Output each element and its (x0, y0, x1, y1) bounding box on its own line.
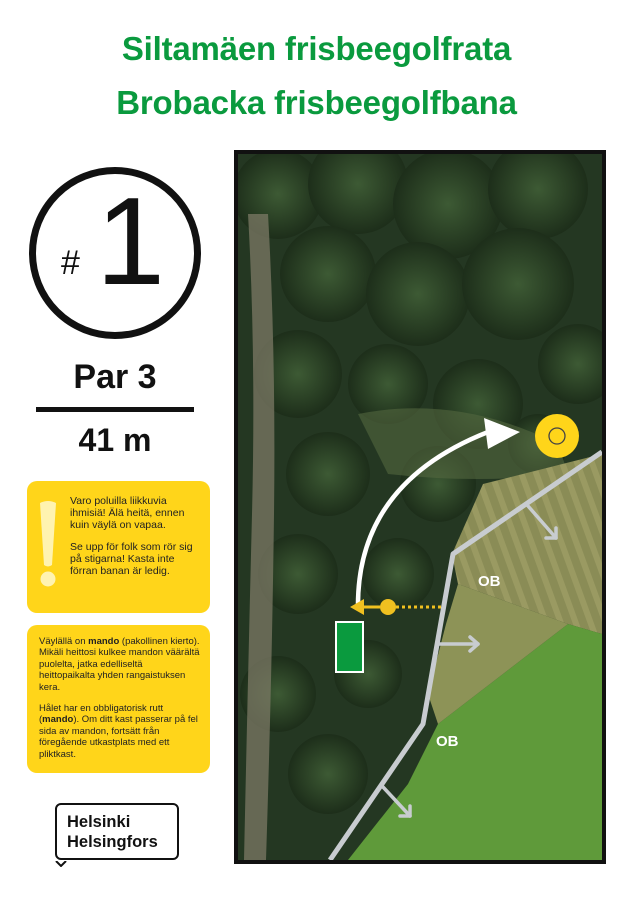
helsinki-logo (55, 803, 179, 860)
exclamation-icon (37, 499, 59, 589)
hole-par: Par 3 (73, 358, 157, 396)
hole-number: 1 (96, 173, 165, 311)
basket-icon (535, 414, 579, 458)
mando-info-sv: Hålet har en obbligatorisk rutt (mando). Om ditt kast passerar på fel sida av mandon, fortsätt från föregående utkastplats med ett pliktkast. (39, 703, 198, 760)
hole-map (234, 150, 606, 864)
aerial-map (238, 154, 602, 860)
logo-line-2: Helsingfors (67, 833, 158, 851)
tee-pad (336, 622, 363, 672)
course-title-fi: Siltamäen frisbeegolfrata (121, 30, 512, 67)
warning-text-fi: Varo poluilla liikkuvia ihmisiä! Älä heitä, ennen kuin väylä on vapaa. (70, 495, 185, 531)
logo-speech-notch (55, 861, 67, 867)
mando-info-box (27, 625, 210, 773)
par-divider (36, 407, 194, 412)
hole-number-badge (29, 167, 201, 339)
mando-info-fi: Väylällä on mando (pakollinen kierto). Mikäli heittosi kulkee mandon väärältä puolelta, jatka edelliseltä heittopaikalta yhden rangaistuksen kera. (39, 636, 200, 693)
ob-label-lower: OB (436, 733, 459, 750)
course-title-sv: Brobacka frisbeegolfbana (116, 84, 517, 121)
mando-marker (380, 599, 396, 615)
warning-box (27, 481, 210, 613)
logo-line-1: Helsinki (67, 813, 131, 831)
warning-text-sv: Se upp för folk som rör sig på stigarna! Kasta inte förran banan är ledig. (70, 541, 193, 577)
hole-hash-symbol: # (61, 244, 80, 282)
hole-distance: 41 m (78, 422, 152, 458)
ob-label-upper: OB (478, 573, 501, 590)
